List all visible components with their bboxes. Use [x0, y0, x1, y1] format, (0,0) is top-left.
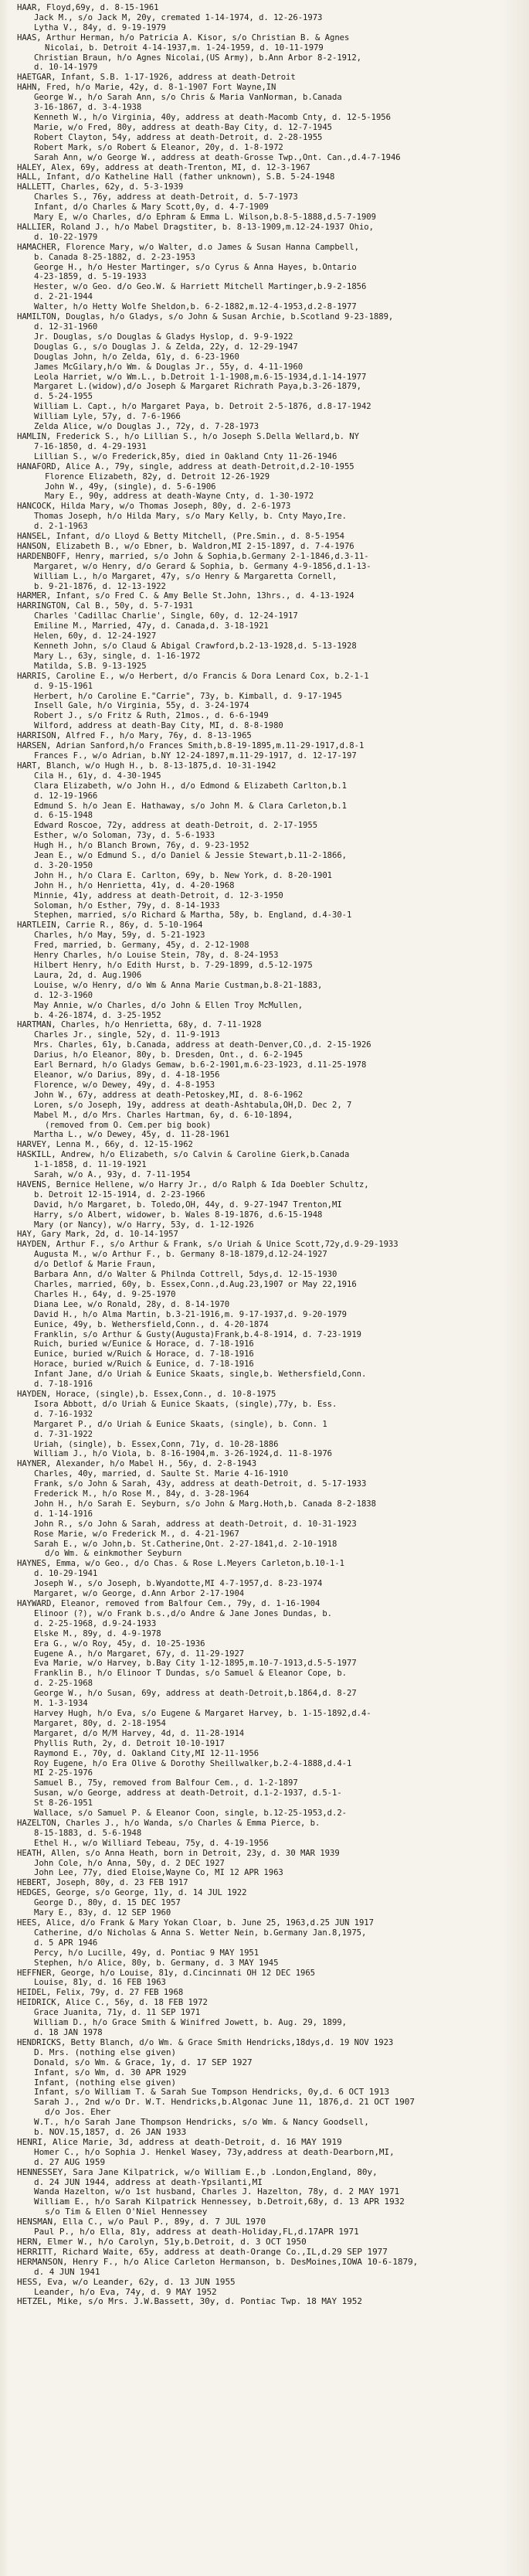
record-line: Charles H., 64y, d. 9-25-1970: [34, 1289, 176, 1299]
record-line: Charles, 40y, married, d. Saulte St. Marie 4-16-1910: [34, 1469, 289, 1479]
record-line-surname: HEATH, Allen, s/o Anna Heath, born in Detroit, 23y, d. 30 MAR 1939: [17, 1848, 340, 1858]
record-line: Ruich, buried w/Eunice & Horace, d. 7-18-1916: [34, 1339, 254, 1349]
record-line: 4-23-1859, d. 5-19-1933: [34, 272, 147, 282]
record-line: Frances F., w/o Adrian, b.NY 12-24-1897,m.11-29-1917, d. 12-17-197: [34, 750, 357, 761]
record-line: David, h/o Margaret, b. Toledo,OH, 44y, d. 9-27-1947 Trenton,MI: [34, 1200, 342, 1210]
record-line: s/o Tim & Ellen O'Niel Hennessey: [45, 2207, 208, 2217]
record-line: Laura, 2d, d. Aug.1906: [34, 970, 142, 980]
record-line: John Cole, h/o Anna, 50y, d. 2 DEC 1927: [34, 1858, 225, 1868]
record-line: Marie, w/o Fred, 80y, address at death-Bay City, d. 12-7-1945: [34, 122, 333, 132]
record-line: John H., h/o Sarah E. Seyburn, s/o John & Marg.Hoth,b. Canada 8-2-1838: [34, 1499, 376, 1509]
record-line: Wallace, s/o Samuel P. & Eleanor Coon, single, b.12-25-1953,d.2-: [34, 1809, 347, 1819]
record-line: (removed from O. Cem.per big book): [45, 1120, 212, 1130]
record-line: Charles, married, 60y, b. Essex,Conn.,d.Aug.23,1907 or May 22,1916: [34, 1280, 357, 1289]
record-line: James McGilary,h/o Wm. & Douglas Jr., 55y, d. 4-11-1960: [34, 362, 303, 372]
record-line: Kenneth John, s/o Claud & Abigal Crawford,b.2-13-1928,d. 5-13-1928: [34, 641, 357, 651]
record-line: d. 2-1-1963: [34, 522, 88, 532]
record-line: Nicolai, b. Detroit 4-14-1937,m. 1-24-1959, d. 10-11-1979: [45, 43, 324, 53]
record-line-surname: HAYWARD, Eleanor, removed from Balfour Cem., 79y, d. 1-16-1904: [17, 1599, 320, 1608]
record-line: Jean E., w/o Edmund S., d/o Daniel & Jessie Stewart,b.11-2-1866,: [34, 851, 347, 861]
record-line: d. 9-15-1961: [34, 681, 93, 691]
record-line: Eva Marie, w/o Harvey, b.Bay City 1-12-1895,m.10-7-1913,d.5-5-1977: [34, 1659, 357, 1669]
record-line: D. Mrs. (nothing else given): [34, 2047, 177, 2057]
record-line-surname: HAY, Gary Mark, 2d, d. 10-14-1957: [17, 1230, 178, 1240]
record-line: Wanda Hazelton, w/o 1st husband, Charles J. Hazelton, 78y, d. 2 MAY 1971: [34, 2187, 400, 2197]
record-line-surname: HAYNES, Emma, w/o Geo., d/o Chas. & Rose L.Meyers Carleton,b.10-1-1: [17, 1559, 344, 1569]
record-line: Douglas G., s/o Douglas J. & Zelda, 22y, d. 12-29-1947: [34, 342, 298, 352]
record-line: William D., h/o Grace Smith & Winifred Jowett, b. Aug. 29, 1899,: [34, 2018, 347, 2028]
record-line: David H., h/o Alma Martin, b.3-21-1916,m. 9-17-1937,d. 9-20-1979: [34, 1309, 347, 1319]
record-line: Eleanor, w/o Darius, 89y, d. 4-18-1956: [34, 1070, 220, 1080]
record-line-surname: HAAR, Floyd,69y, d. 8-15-1961: [17, 3, 159, 12]
record-line: Roy Eugene, h/o Era Olive & Dorothy Sheillwalker,b.2-4-1888,d.4-1: [34, 1758, 352, 1768]
record-line: Harry, s/o Albert, widower, b. Wales 8-19-1876, d.6-15-1948: [34, 1210, 323, 1220]
record-line: Harvey Hugh, h/o Eva, s/o Eugene & Margaret Harvey, b. 1-15-1892,d.4-: [34, 1708, 371, 1718]
record-line: b. Canada 8-25-1882, d. 2-23-1953: [34, 252, 195, 262]
record-line: Mary L., 63y, single, d. 1-16-1972: [34, 651, 201, 661]
record-line: d/o Detlof & Marie Fraun,: [34, 1260, 157, 1270]
record-line: d. 2-21-1944: [34, 292, 93, 302]
record-line-surname: HEBERT, Joseph, 80y, d. 23 FEB 1917: [17, 1878, 188, 1888]
record-line-surname: HENSMAN, Ella C., w/o Paul P., 89y, d. 7 JUL 1970: [17, 2217, 266, 2227]
record-line-surname: HAETGAR, Infant, S.B. 1-17-1926, address at death-Detroit: [17, 73, 296, 83]
record-line-surname: HENNESSEY, Sara Jane Kilpatrick, w/o William E.,b .London,England, 80y,: [17, 2167, 378, 2177]
record-line: d. 4 JUN 1941: [34, 2267, 100, 2277]
record-line: Margaret, w/o Henry, d/o Gerard & Sophia, b. Germany 4-9-1856,d.1-13-: [34, 561, 371, 571]
record-line-surname: HERMANSON, Henry F., h/o Alice Carleton Hermanson, b. DesMoines,IOWA 10-6-1879,: [17, 2257, 419, 2267]
record-line-surname: HAMILTON, Douglas, h/o Gladys, s/o John & Susan Archie, b.Scotland 9-23-1889,: [17, 312, 394, 322]
record-line: Matilda, S.B. 9-13-1925: [34, 661, 147, 671]
record-line-surname: HENDRICKS, Betty Blanch, d/o Wm. & Grace Smith Hendricks,18dys,d. 19 NOV 1923: [17, 2037, 394, 2047]
record-line: Margaret, d/o M/M Harvey, 4d, d. 11-28-1914: [34, 1728, 245, 1738]
record-line: Margaret, w/o George, d.Ann Arbor 2-17-1904: [34, 1589, 245, 1599]
record-line: Isora Abbott, d/o Uriah & Eunice Skaats, (single),77y, b. Ess.: [34, 1399, 337, 1409]
record-line-surname: HEES, Alice, d/o Frank & Mary Yokan Cloar, b. June 25, 1963,d.25 JUN 1917: [17, 1918, 374, 1928]
record-line: Elinoor (?), w/o Frank b.s.,d/o Andre & Jane Jones Dundas, b.: [34, 1608, 333, 1618]
record-line: Lytha V., 84y, d. 9-19-1979: [34, 22, 166, 32]
record-line: d. 3-20-1950: [34, 860, 93, 870]
record-line: Thomas Joseph, h/o Hilda Mary, s/o Mary Kelly, b. Cnty Mayo,Ire.: [34, 512, 347, 522]
record-line: Douglas John, h/o Zelda, 61y, d. 6-23-1960: [34, 352, 239, 362]
record-line: Diana Lee, w/o Ronald, 28y, d. 8-14-1970: [34, 1299, 230, 1309]
record-line: John Lee, 77y, died Eloise,Wayne Co, MI 12 APR 1963: [34, 1868, 283, 1878]
record-line-surname: HARRIS, Caroline E., w/o Herbert, d/o Francis & Dora Lenard Cox, b.2-1-1: [17, 671, 369, 681]
record-line: Eunice, 49y, b. Wethersfield,Conn., d. 4-20-1874: [34, 1319, 269, 1329]
record-line-surname: HAMLIN, Frederick S., h/o Lillian S., h/o Joseph S.Della Wellard,b. NY: [17, 431, 359, 441]
record-line: Phyllis Ruth, 2y, d. Detroit 10-10-1917: [34, 1738, 225, 1748]
record-line: d. 12-19-1966: [34, 791, 98, 801]
record-line: Minnie, 41y, address at death-Detroit, d. 12-3-1950: [34, 890, 283, 900]
record-line: Infant, d/o Charles & Mary Scott,0y, d. 4-7-1909: [34, 202, 269, 213]
record-line: Mary E., 90y, address at death-Wayne Cnty, d. 1-30-1972: [45, 492, 314, 502]
record-line: d/o Jos. Eher: [45, 2108, 111, 2118]
record-line: Eugene A., h/o Margaret, 67y, d. 11-29-1927: [34, 1649, 245, 1659]
record-line: Barbara Ann, d/o Walter & Philnda Cottrell, 5dys,d. 12-15-1930: [34, 1270, 337, 1280]
record-line-surname: HARDENBOFF, Henry, married, s/o John & Sophia,b.Germany 2-1-1846,d.3-11-: [17, 551, 369, 561]
record-line-surname: HANSEL, Infant, d/o Lloyd & Betty Mitchell, (Pre.Smin., d. 8-5-1954: [17, 532, 344, 542]
record-line: Elske M., 89y, d. 4-9-1978: [34, 1628, 161, 1638]
record-line-surname: HARTLEIN, Carrie R., 86y, d. 5-10-1964: [17, 920, 203, 931]
record-line: William L., h/o Margaret, 47y, s/o Henry & Margaretta Cornell,: [34, 571, 337, 581]
record-line-surname: HARTMAN, Charles, h/o Henrietta, 68y, d. 7-11-1928: [17, 1020, 262, 1030]
record-line: John H., h/o Henrietta, 41y, d. 4-20-1968: [34, 880, 235, 890]
record-line: Infant Jane, d/o Uriah & Eunice Skaats, single,b. Wethersfield,Conn.: [34, 1370, 367, 1380]
record-line-surname: HEDGES, George, s/o George, 11y, d. 14 JUL 1922: [17, 1888, 247, 1898]
record-line-surname: HERRITT, Richard Waite, 65y, address at death-Orange Co.,IL,d.29 SEP 1977: [17, 2247, 388, 2257]
record-line: Percy, h/o Lucille, 49y, d. Pontiac 9 MAY 1951: [34, 1948, 259, 1958]
record-line: Hugh H., h/o Blanch Brown, 76y, d. 9-23-1952: [34, 841, 249, 851]
record-line-surname: HALEY, Alex, 69y, address at death-Trenton, MI, d. 12-3-1967: [17, 162, 310, 172]
record-line: Sarah J., 2nd w/o Dr. W.T. Hendricks,b.Algonac June 11, 1876,d. 21 OCT 1907: [34, 2098, 415, 2108]
record-line: d. 7-18-1916: [34, 1380, 93, 1390]
record-line-surname: HANCOCK, Hilda Mary, w/o Thomas Joseph, 80y, d. 2-6-1973: [17, 502, 291, 512]
record-line: d. 5-24-1955: [34, 392, 93, 402]
record-line-surname: HALL, Infant, d/o Katheline Hall (father unknown), S.B. 5-24-1948: [17, 172, 335, 182]
record-line: d/o Wm. & einkmother Seyburn: [45, 1549, 182, 1559]
record-line: Zelda Alice, w/o Douglas J., 72y, d. 7-28-1973: [34, 422, 259, 432]
record-line: Margaret P., d/o Uriah & Eunice Skaats, (single), b. Conn. 1: [34, 1419, 327, 1429]
record-line: Eunice, buried w/Ruich & Horace, d. 7-18-1916: [34, 1349, 254, 1359]
record-line: d. 10-14-1979: [34, 63, 98, 73]
record-line: d. 12-31-1960: [34, 322, 98, 332]
record-line: d. 7-16-1932: [34, 1409, 93, 1419]
record-line: Louise, 81y, d. 16 FEB 1963: [34, 1978, 166, 1988]
record-line: b. Detroit 12-15-1914, d. 2-23-1966: [34, 1189, 205, 1200]
record-line-surname: HENRI, Alice Marie, 3d, address at death-Detroit, d. 16 MAY 1919: [17, 2137, 342, 2147]
record-line: Robert J., s/o Fritz & Ruth, 21mos., d. 6-6-1949: [34, 711, 269, 721]
record-line-surname: HEIDEL, Felix, 79y, d. 27 FEB 1968: [17, 1988, 184, 1998]
record-line: Hilbert Henry, h/o Edith Hurst, b. 7-29-1899, d.5-12-1975: [34, 961, 313, 970]
record-line: Emiline M., Married, 47y, d. Canada,d. 3-18-1921: [34, 621, 269, 631]
record-line: William J., h/o Viola, b. 8-16-1904,m. 3-26-1924,d. 11-8-1976: [34, 1449, 333, 1459]
record-line: St 8-26-1951: [34, 1798, 93, 1809]
record-line: Christian Braun, h/o Agnes Nicolai,(US Army), b.Ann Arbor 8-2-1912,: [34, 53, 361, 63]
record-line: Sarah Ann, w/o George W., address at death-Grosse Twp.,Ont. Can.,d.4-7-1946: [34, 152, 401, 162]
record-line: Infant, s/o William T. & Sarah Sue Tompson Hendricks, 0y,d. 6 OCT 1913: [34, 2088, 390, 2098]
record-line: Stephen, married, s/o Richard & Martha, 58y, b. England, d.4-30-1: [34, 910, 352, 920]
record-line: Hester, w/o Geo. d/o Geo.W. & Harriett Mitchell Martinger,b.9-2-1856: [34, 282, 367, 292]
record-line: 8-15-1883, d. 5-6-1948: [34, 1828, 142, 1838]
record-line: Herbert, h/o Caroline E."Carrie", 73y, b. Kimball, d. 9-17-1945: [34, 691, 342, 701]
record-line-surname: HARMER, Infant, s/o Fred C. & Amy Belle St.John, 13hrs., d. 4-13-1924: [17, 591, 354, 601]
record-line: Wilford, address at death-Bay City, MI, d. 8-8-1980: [34, 721, 283, 731]
record-line: d. 27 AUG 1959: [34, 2157, 106, 2167]
record-line: Infant, (nothing else given): [34, 2077, 177, 2088]
record-line: Florence, w/o Dewey, 49y, d. 4-8-1953: [34, 1080, 215, 1090]
record-line: Augusta M., w/o Arthur F., b. Germany 8-18-1879,d.12-24-1927: [34, 1250, 327, 1260]
record-line: b. NOV.15,1857, d. 26 JAN 1933: [34, 2128, 187, 2138]
record-line: Helen, 60y, d. 12-24-1927: [34, 631, 157, 641]
record-line: Lillian S., w/o Frederick,85y, died in Oakland Cnty 11-26-1946: [34, 451, 337, 461]
record-line-surname: HAVENS, Bernice Hellene, w/o Harry Jr., d/o Ralph & Ida Doebler Schultz,: [17, 1179, 369, 1189]
record-line: Loren, s/o Joseph, 19y, address at death-Ashtabula,OH,D. Dec 2, 7: [34, 1100, 352, 1110]
record-line: Margaret, 80y, d. 2-18-1954: [34, 1718, 166, 1728]
record-line-surname: HAZELTON, Charles J., h/o Wanda, s/o Charles & Emma Pierce, b.: [17, 1818, 320, 1828]
record-line: May Annie, w/o Charles, d/o John & Ellen Troy McMullen,: [34, 1000, 303, 1010]
record-line: John H., h/o Clara E. Carlton, 69y, b. New York, d. 8-20-1901: [34, 870, 333, 880]
record-line: Robert Clayton, 54y, address at death-Detroit, d. 2-28-1955: [34, 132, 323, 142]
record-line: 1-1-1858, d. 11-19-1921: [34, 1160, 147, 1170]
record-line: Leola Harriet, w/o Wm.L., b.Detroit 1-1-1908,m.6-15-1934,d.1-14-1977: [34, 372, 367, 382]
record-line: Jr. Douglas, s/o Douglas & Gladys Hyslop, d. 9-9-1922: [34, 332, 293, 342]
record-line: Rose Marie, w/o Frederick M., d. 4-21-1967: [34, 1529, 239, 1539]
record-line: George D., 80y, d. 15 DEC 1957: [34, 1898, 181, 1908]
record-line: Edward Roscoe, 72y, address at death-Detroit, d. 2-17-1955: [34, 821, 318, 831]
record-line-surname: HETZEL, Mike, s/o Mrs. J.W.Bassett, 30y, d. Pontiac Twp. 18 MAY 1952: [17, 2297, 362, 2307]
record-line: 3-16-1867, d. 3-4-1938: [34, 103, 142, 113]
record-line: Clara Elizabeth, w/o John H., d/o Edmond & Elizabeth Carlton,b.1: [34, 781, 347, 791]
record-line: Mary E, w/o Charles, d/o Ephram & Emma L. Wilson,b.8-5-1888,d.5-7-1909: [34, 213, 376, 223]
record-line: M. 1-3-1934: [34, 1699, 88, 1709]
record-line-surname: HERN, Elmer W., h/o Carolyn, 51y,b.Detroit, d. 3 OCT 1950: [17, 2237, 307, 2247]
record-line: William E., h/o Sarah Kilpatrick Hennessey, b.Detroit,68y, d. 13 APR 1932: [34, 2197, 405, 2207]
record-line-surname: HAMACHER, Florence Mary, w/o Walter, d.o James & Susan Hanna Campbell,: [17, 242, 359, 252]
record-line: b. 9-21-1876, d. 12-13-1922: [34, 581, 166, 591]
record-line: William Lyle, 57y, d. 7-6-1966: [34, 412, 181, 422]
record-line-surname: HART, Blanch, w/o Hugh H., b. 8-13-1875,d. 10-31-1942: [17, 761, 276, 771]
record-line: d. 10-22-1979: [34, 232, 98, 242]
record-line: Grace Juanita, 71y, d. 11 SEP 1971: [34, 2008, 201, 2018]
record-line: d. 2-25-1968: [34, 1679, 93, 1689]
record-line: d. 2-25-1968, d.9-24-1933: [34, 1618, 157, 1628]
record-line: Charles, h/o May, 59y, d. 5-21-1923: [34, 931, 205, 941]
record-line: Mrs. Charles, 61y, b.Canada, address at death-Denver,CO.,d. 2-15-1926: [34, 1040, 371, 1050]
record-line-surname: HARVEY, Lenna M., 66y, d. 12-15-1962: [17, 1140, 193, 1150]
record-line: Soloman, h/o Esther, 79y, d. 8-14-1933: [34, 900, 220, 910]
record-line: Catherine, d/o Nicholas & Anna S. Wetter Nein, b.Germany Jan.8,1975,: [34, 1928, 367, 1938]
record-line: Uriah, (single), b. Essex,Conn, 71y, d. 10-28-1886: [34, 1439, 279, 1449]
record-line: Edmund S. h/o Jean E. Hathaway, s/o John M. & Clara Carleton,b.1: [34, 801, 347, 811]
record-line: John W., 67y, address at death-Petoskey,MI, d. 8-6-1962: [34, 1090, 303, 1100]
record-line-surname: HAYDEN, Horace, (single),b. Essex,Conn., d. 10-8-1975: [17, 1389, 276, 1399]
record-line: Joseph W., s/o Joseph, b.Wyandotte,MI 4-7-1957,d. 8-23-1974: [34, 1579, 323, 1589]
record-line: d. 10-29-1941: [34, 1569, 98, 1579]
record-line: 7-16-1850, d. 4-29-1931: [34, 441, 147, 451]
record-line: Walter, h/o Hetty Wolfe Sheldon,b. 6-2-1882,m.12-4-1953,d.2-8-1977: [34, 302, 357, 312]
record-line-surname: HAAS, Arthur Herman, h/o Patricia A. Kisor, s/o Christian B. & Agnes: [17, 32, 350, 43]
record-line: Insell Gale, h/o Virginia, 55y, d. 3-24-1974: [34, 701, 249, 711]
record-line-surname: HAHN, Fred, h/o Marie, 42y, d. 8-1-1907 Fort Wayne,IN: [17, 83, 276, 93]
record-line: Charles S., 76y, address at death-Detroit, d. 5-7-1973: [34, 192, 298, 202]
record-line: Sarah E., w/o John,b. St.Catherine,Ont. 2-27-1841,d. 2-10-1918: [34, 1539, 337, 1549]
record-line: b. 4-26-1874, d. 3-25-1952: [34, 1010, 161, 1020]
record-line: Mabel M., d/o Mrs. Charles Hartman, 6y, d. 6-10-1894,: [34, 1110, 293, 1120]
record-line: Infant, s/o Wm, d. 30 APR 1929: [34, 2067, 187, 2077]
record-line: Louise, w/o Henry, d/o Wm & Anna Marie Custman,b.8-21-1883,: [34, 980, 323, 990]
record-line: Fred, married, b. Germany, 45y, d. 2-12-1908: [34, 941, 249, 951]
record-line-surname: HAYDEN, Arthur F., s/o Arthur & Frank, s/o Uriah & Unice Scott,72y,d.9-29-1933: [17, 1240, 398, 1250]
record-line: John R., s/o John & Sarah, address at death-Detroit, d. 10-31-1923: [34, 1519, 357, 1529]
record-line: Mary (or Nancy), w/o Harry, 53y, d. 1-12-1926: [34, 1220, 254, 1230]
record-line: Cila H., 61y, d. 4-30-1945: [34, 771, 161, 781]
record-line-surname: HESS, Eva, w/o Leander, 62y, d. 13 JUN 1955: [17, 2277, 236, 2287]
record-line: Esther, w/o Soloman, 73y, d. 5-6-1933: [34, 831, 215, 841]
record-line: d. 24 JUN 1944, address at death-Ypsilanti,MI: [34, 2177, 263, 2187]
record-line: William L. Capt., h/o Margaret Paya, b. Detroit 2-5-1876, d.8-17-1942: [34, 402, 371, 412]
record-line: d. 18 JAN 1978: [34, 2027, 103, 2037]
record-line: Robert Mark, s/o Robert & Eleanor, 20y, d. 1-8-1972: [34, 142, 283, 152]
record-line: Jack M., s/o Jack M, 20y, cremated 1-14-1974, d. 12-26-1973: [34, 12, 323, 22]
record-line: Donald, s/o Wm. & Grace, 1y, d. 17 SEP 1927: [34, 2057, 253, 2067]
record-line: Kenneth W., h/o Virginia, 40y, address at death-Macomb Cnty, d. 12-5-1956: [34, 112, 391, 122]
record-line: Franklin B., h/o Elinoor T Dundas, s/o Samuel & Eleanor Cope, b.: [34, 1669, 347, 1679]
record-line-surname: HEIDRICK, Alice C., 56y, d. 18 FEB 1972: [17, 1998, 208, 2008]
record-line: John W., 49y, (single), d. 5-6-1906: [45, 482, 216, 492]
record-line: Florence Elizabeth, 82y, d. Detroit 12-26-1929: [45, 471, 270, 482]
record-line: Martha L., w/o Dewey, 45y, d. 11-28-1961: [34, 1130, 230, 1140]
record-line-surname: HARSEN, Adrian Sanford,h/o Frances Smith,b.8-19-1895,m.11-29-1917,d.8-1: [17, 741, 365, 751]
record-line: d. 6-15-1948: [34, 811, 93, 821]
record-line: Frank, s/o John & Sarah, 43y, address at death-Detroit, d. 5-17-1933: [34, 1479, 367, 1489]
record-line: Ethel H., w/o Williard Tebeau, 75y, d. 4-19-1956: [34, 1838, 269, 1848]
record-line: George W., h/o Sarah Ann, s/o Chris & Maria VanNorman, b.Canada: [34, 93, 342, 103]
record-line-surname: HANAFORD, Alice A., 79y, single, address at death-Detroit,d.2-10-1955: [17, 461, 354, 471]
record-line: Charles Jr., single, 52y, d. 11-9-1913: [34, 1030, 220, 1040]
record-line: George H., h/o Hester Martinger, s/o Cyrus & Anna Hayes, b.Ontario: [34, 262, 357, 272]
record-line: Earl Bernard, h/o Gladys Gemaw, b.6-2-1901,m.6-23-1923, d.11-25-1978: [34, 1060, 367, 1070]
record-line: Raymond E., 70y, d. Oakland City,MI 12-11-1956: [34, 1748, 259, 1758]
record-line: d. 12-3-1960: [34, 990, 93, 1000]
record-line: MI 2-25-1976: [34, 1768, 93, 1778]
record-line-surname: HANSON, Elizabeth B., w/o Ebner, b. Waldron,MI 2-15-1897, d. 7-4-1976: [17, 541, 354, 551]
record-line-surname: HAYNER, Alexander, h/o Mabel H., 56y, d. 2-8-1943: [17, 1459, 257, 1469]
record-line: W.T., h/o Sarah Jane Thompson Hendricks, s/o Wm. & Nancy Goodsell,: [34, 2118, 369, 2128]
record-line: Susan, w/o George, address at death-Detroit, d.1-2-1937, d.5-1-: [34, 1788, 342, 1798]
record-line: Franklin, s/o Arthur & Gusty(Augusta)Frank,b.4-8-1914, d. 7-23-1919: [34, 1329, 361, 1339]
record-line-surname: HEFFNER, George, h/o Louise, 81y, d.Cincinnati OH 12 DEC 1965: [17, 1968, 316, 1978]
record-line: Darius, h/o Eleanor, 80y, b. Dresden, Ont., d. 6-2-1945: [34, 1050, 303, 1060]
record-line-surname: HARRISON, Alfred F., h/o Mary, 76y, d. 8-13-1965: [17, 731, 252, 741]
record-line: d. 5 APR 1946: [34, 1938, 98, 1948]
record-line-surname: HASKILL, Andrew, h/o Elizabeth, s/o Calvin & Caroline Gierk,b.Canada: [17, 1150, 350, 1160]
record-line: Henry Charles, h/o Louise Stein, 78y, d. 8-24-1953: [34, 951, 279, 961]
record-line: Mary E., 83y, d. 12 SEP 1960: [34, 1908, 171, 1918]
record-line: Homer C., h/o Sophia J. Henkel Wasey, 73y,address at death-Dearborn,MI,: [34, 2147, 395, 2157]
record-line: Margaret L.(widow),d/o Joseph & Margaret Richrath Paya,b.3-26-1879,: [34, 382, 361, 392]
record-line: Sarah, w/o A., 93y, d. 7-11-1954: [34, 1170, 191, 1180]
record-line: George W., h/o Susan, 69y, address at death-Detroit,b.1864,d. 8-27: [34, 1689, 357, 1699]
record-line: Stephen, h/o Alice, 80y, b. Germany, d. 3 MAY 1945: [34, 1958, 279, 1968]
record-line: d. 1-14-1916: [34, 1509, 93, 1519]
record-line: Frederick M., h/o Rose M., 84y, d. 3-28-1964: [34, 1489, 249, 1499]
record-line: d. 7-31-1922: [34, 1429, 93, 1439]
record-line-surname: HALLIER, Roland J., h/o Mabel Dragstiter, b. 8-13-1909,m.12-24-1937 Ohio,: [17, 222, 374, 232]
record-line: Era G., w/o Roy, 45y, d. 10-25-1936: [34, 1638, 205, 1649]
record-line: Charles 'Cadillac Charlie', Single, 60y, d. 12-24-1917: [34, 611, 298, 621]
record-line: Horace, buried w/Ruich & Eunice, d. 7-18-1916: [34, 1359, 254, 1370]
record-line-surname: HARRINGTON, Cal B., 50y, d. 5-7-1931: [17, 601, 193, 611]
record-line: Leander, h/o Eva, 74y, d. 9 MAY 1952: [34, 2287, 217, 2297]
record-line-surname: HALLETT, Charles, 62y, d. 5-3-1939: [17, 182, 184, 192]
record-line: Samuel B., 75y, removed from Balfour Cem., d. 1-2-1897: [34, 1778, 298, 1788]
record-line: Paul P., h/o Ella, 81y, address at death-Holiday,FL,d.17APR 1971: [34, 2227, 359, 2237]
